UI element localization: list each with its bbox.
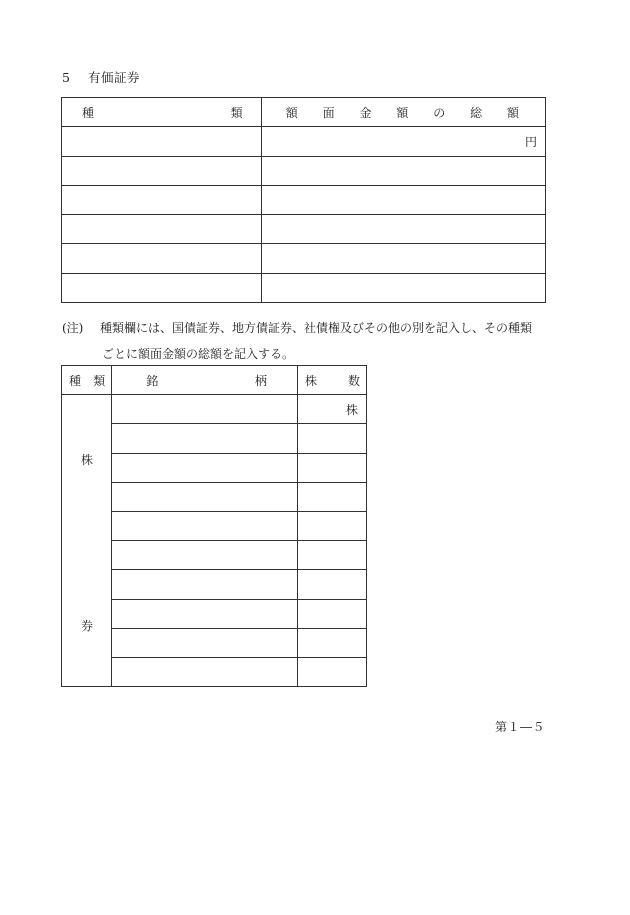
header-kind-right: 類	[93, 373, 106, 388]
shares-unit: 株	[345, 402, 358, 417]
brand-cell[interactable]	[112, 541, 298, 570]
header-face-value-char: 額	[506, 105, 519, 120]
amount-cell[interactable]	[261, 244, 545, 273]
header-face-value-char: の	[433, 105, 446, 120]
note-line-2: ごとに額面金額の総額を記入する。	[102, 347, 295, 361]
header-face-value-char: 面	[322, 105, 335, 120]
shares-cell[interactable]	[297, 657, 366, 686]
table-row	[62, 156, 546, 185]
kind-cell[interactable]	[62, 127, 262, 156]
shares-cell[interactable]	[297, 424, 366, 453]
header-kind	[62, 366, 112, 395]
section-title: 有価証券	[88, 70, 141, 85]
table-header-row	[62, 366, 367, 395]
brand-cell[interactable]	[112, 657, 298, 686]
header-shares-left: 株	[304, 373, 317, 388]
header-face-value-char: 金	[359, 105, 372, 120]
amount-cell[interactable]	[261, 185, 545, 214]
brand-cell[interactable]	[112, 599, 298, 628]
kind-label-bottom: 券	[81, 619, 94, 634]
kind-label-top: 株	[81, 453, 94, 468]
amount-cell[interactable]	[261, 215, 545, 244]
shares-cell[interactable]	[297, 511, 366, 540]
amount-cell[interactable]	[261, 156, 545, 185]
table-row	[62, 215, 546, 244]
header-brand-right: 柄	[254, 373, 267, 388]
section-heading	[62, 68, 140, 86]
header-kind	[62, 98, 262, 127]
brand-cell[interactable]	[112, 570, 298, 599]
header-shares	[297, 366, 366, 395]
amount-cell[interactable]	[261, 127, 545, 156]
header-brand-left: 銘	[146, 373, 159, 388]
header-kind-left: 種	[82, 105, 95, 120]
header-kind-right: 類	[230, 105, 243, 120]
shares-cell[interactable]	[297, 541, 366, 570]
brand-cell[interactable]	[112, 395, 298, 424]
brand-cell[interactable]	[112, 511, 298, 540]
note-line-1: 種類欄には、国債証券、地方債証券、社債権及びその他の別を記入し、その種類	[100, 321, 533, 335]
shares-cell[interactable]	[297, 395, 366, 424]
shares-cell[interactable]	[297, 628, 366, 657]
table-row	[62, 273, 546, 302]
securities-total-table	[61, 97, 546, 303]
table-row	[62, 127, 546, 156]
kind-cell[interactable]	[62, 156, 262, 185]
table-header-row	[62, 98, 546, 127]
table-row	[62, 395, 367, 424]
header-face-value-char: 額	[396, 105, 409, 120]
kind-cell[interactable]	[62, 215, 262, 244]
brand-cell[interactable]	[112, 453, 298, 482]
kind-cell[interactable]	[62, 244, 262, 273]
header-face-value-char: 額	[285, 105, 298, 120]
section-number: 5	[62, 70, 71, 85]
shares-cell[interactable]	[297, 570, 366, 599]
yen-unit: 円	[524, 134, 537, 149]
shares-cell[interactable]	[297, 599, 366, 628]
brand-cell[interactable]	[112, 628, 298, 657]
header-face-value-char: 総	[470, 105, 483, 120]
table-row	[62, 244, 546, 273]
kind-merged-cell	[62, 395, 112, 687]
header-shares-right: 数	[347, 373, 360, 388]
brand-cell[interactable]	[112, 482, 298, 511]
kind-cell[interactable]	[62, 185, 262, 214]
amount-cell[interactable]	[261, 273, 545, 302]
shares-cell[interactable]	[297, 453, 366, 482]
header-kind-left: 種	[69, 373, 82, 388]
note	[62, 315, 562, 367]
page-number: 第１―５	[495, 720, 546, 734]
note-tag: (注)	[62, 321, 84, 335]
table-row	[62, 185, 546, 214]
stock-table	[61, 365, 367, 687]
header-brand	[112, 366, 298, 395]
brand-cell[interactable]	[112, 424, 298, 453]
kind-cell[interactable]	[62, 273, 262, 302]
shares-cell[interactable]	[297, 482, 366, 511]
header-face-value-total	[261, 98, 545, 127]
